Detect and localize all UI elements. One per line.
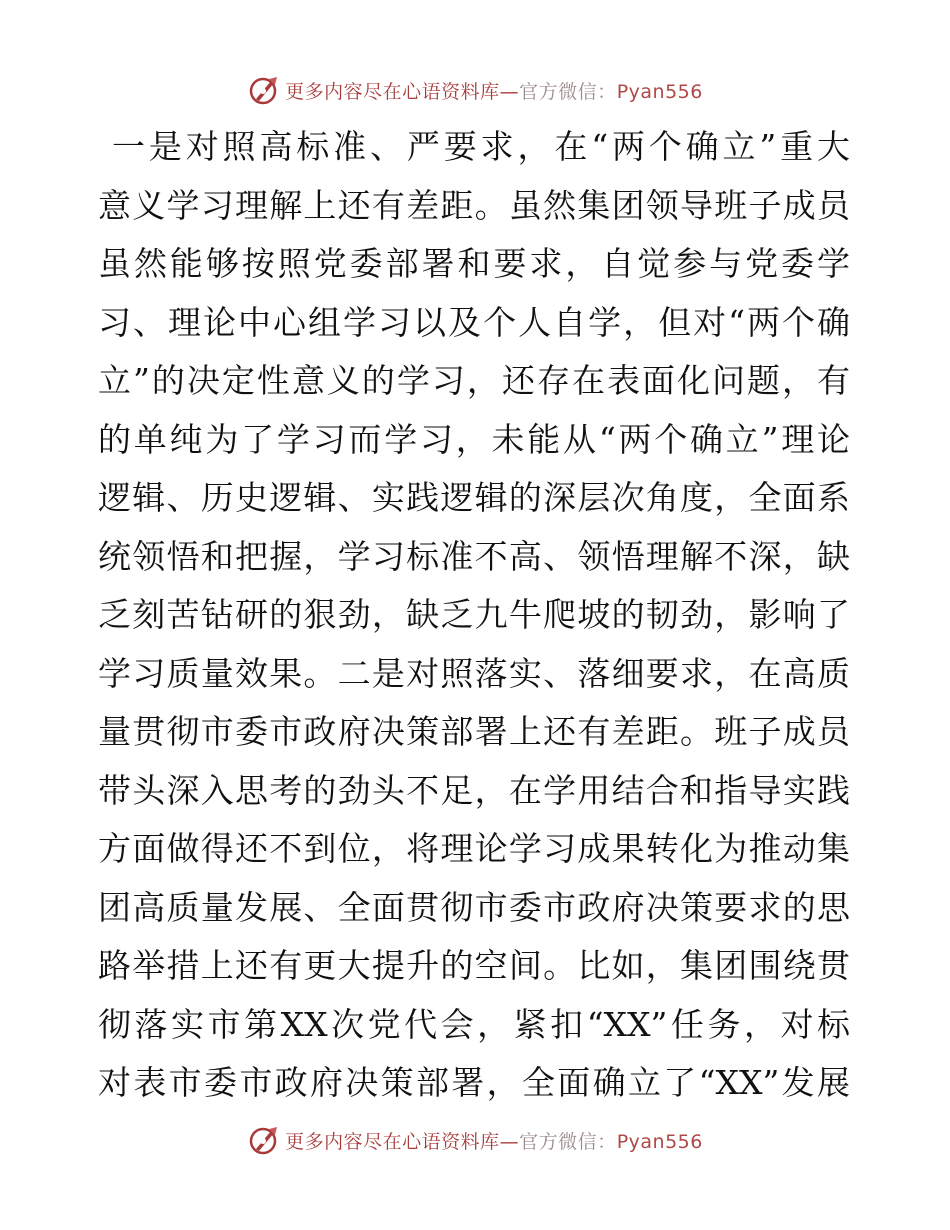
body-line: 团高质量发展、全面贯彻市委市政府决策要求的思 xyxy=(98,887,850,927)
body-text xyxy=(98,118,850,1113)
body-line: 的单纯为了学习而学习，未能从“两个确立”理论 xyxy=(98,419,850,459)
body-line: 乏刻苦钻研的狠劲，缺乏九牛爬坡的韧劲，影响了 xyxy=(98,595,850,634)
body-line: 逻辑、历史逻辑、实践逻辑的深层次角度，全面系 xyxy=(98,478,850,517)
header-banner-separator: — xyxy=(499,80,520,103)
body-line: 意义学习理解上还有差距。虽然集团领导班子成员 xyxy=(98,185,850,225)
footer-banner-main: 更多内容尽在心语资料库 xyxy=(285,1130,500,1153)
body-line: 路举措上还有更大提升的空间。比如，集团围绕贯 xyxy=(98,946,850,985)
body-line: 一是对照高标准、严要求，在“两个确立”重大 xyxy=(112,127,850,166)
footer-banner xyxy=(0,1120,950,1160)
body-line: 对表市委市政府决策部署，全面确立了“XX”发展 xyxy=(98,1063,850,1102)
body-line: 学习质量效果。二是对照落实、落细要求，在高质 xyxy=(98,653,850,693)
body-line: 虽然能够按照党委部署和要求，自觉参与党委学 xyxy=(98,244,850,283)
header-banner-text xyxy=(285,77,703,104)
body-line: 习、理论中心组学习以及个人自学，但对“两个确 xyxy=(98,302,850,342)
body-line: 立”的决定性意义的学习，还存在表面化问题，有 xyxy=(98,361,850,400)
body-line: 带头深入思考的劲头不足，在学用结合和指导实践 xyxy=(98,770,850,810)
body-line: 彻落实市第XX次党代会，紧扣“XX”任务，对标 xyxy=(98,1004,850,1044)
footer-banner-separator: — xyxy=(499,1130,520,1153)
body-line: 统领悟和把握，学习标准不高、领悟理解不深，缺 xyxy=(98,536,850,576)
quill-circle-logo-icon xyxy=(247,73,281,107)
header-banner-wechat: 官方微信： xyxy=(519,80,617,103)
body-line: 量贯彻市委市政府决策部署上还有差距。班子成员 xyxy=(98,712,850,751)
quill-circle-logo-icon xyxy=(247,1123,281,1157)
footer-banner-text xyxy=(285,1127,703,1154)
body-line: 方面做得还不到位，将理论学习成果转化为推动集 xyxy=(98,829,850,868)
header-banner xyxy=(0,70,950,110)
footer-banner-wechat: 官方微信： xyxy=(519,1130,617,1153)
header-banner-id: Pyan556 xyxy=(616,80,703,103)
header-banner-main: 更多内容尽在心语资料库 xyxy=(285,80,500,103)
footer-banner-id: Pyan556 xyxy=(616,1130,703,1153)
